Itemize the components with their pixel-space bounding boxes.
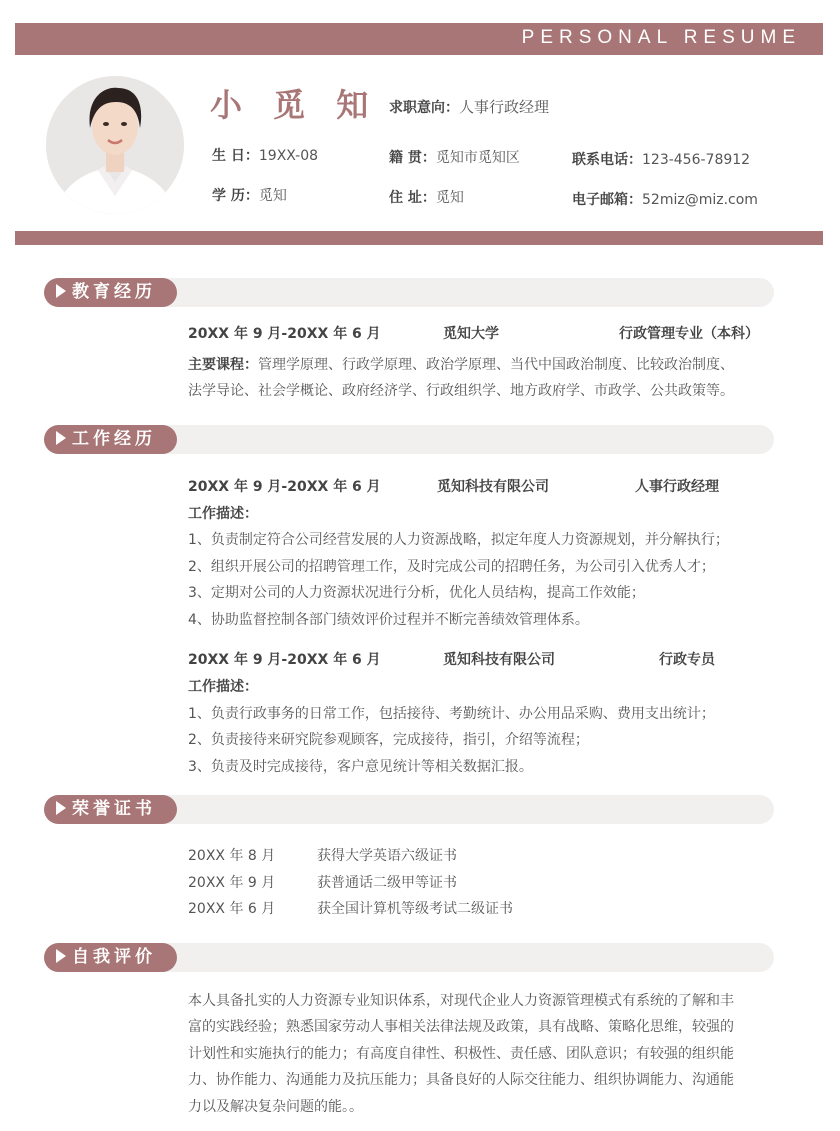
self-eval-line: 富的实践经验；熟悉国家劳动人事相关法律法规及政策，具有战略、策略化思维，较强的	[188, 1019, 734, 1035]
education-label: 学 历：	[212, 188, 259, 204]
honor-text: 获普通话二级甲等证书	[317, 875, 457, 891]
job-desc-item: 2、组织开展公司的招聘管理工作，及时完成公司的招聘任务，为公司引入优秀人才；	[188, 559, 715, 575]
education-period: 20XX 年 9 月-20XX 年 6 月	[188, 326, 381, 342]
job-role: 人事行政经理	[635, 479, 719, 495]
job-company: 觅知科技有限公司	[437, 479, 549, 495]
courses-line-2: 法学导论、社会学概论、政府经济学、行政组织学、地方政府学、市政学、公共政策等。	[188, 383, 734, 399]
job-desc-item: 3、定期对公司的人力资源状况进行分析，优化人员结构，提高工作效能；	[188, 585, 645, 601]
job-desc-item: 3、负责及时完成接待，客户意见统计等相关数据汇报。	[188, 759, 533, 775]
email-value: 52miz@miz.com	[642, 192, 758, 208]
birth-label: 生 日：	[212, 148, 259, 164]
job-period: 20XX 年 9 月-20XX 年 6 月	[188, 652, 381, 668]
birth-info	[212, 145, 318, 165]
job-intent-label: 求职意向：	[389, 100, 459, 116]
job-desc-item: 4、协助监督控制各部门绩效评价过程并不断完善绩效管理体系。	[188, 612, 589, 628]
job-role: 行政专员	[659, 652, 715, 668]
honor-date: 20XX 年 6 月	[188, 901, 276, 917]
profile-photo	[46, 76, 184, 214]
triangle-right-icon	[56, 949, 66, 963]
job-desc-label: 工作描述：	[188, 679, 258, 695]
email-label: 电子邮箱：	[572, 192, 642, 208]
education-section-title	[44, 278, 177, 307]
triangle-right-icon	[56, 284, 66, 298]
triangle-right-icon	[56, 431, 66, 445]
honors-section-title	[44, 795, 177, 824]
phone-label: 联系电话：	[572, 152, 642, 168]
courses-text-1: 管理学原理、行政学原理、政治学原理、当代中国政治制度、比较政治制度、	[258, 357, 734, 373]
courses-label: 主要课程：	[188, 357, 258, 373]
address-label: 住 址：	[389, 190, 436, 206]
honors-title-text: 荣誉证书	[72, 799, 156, 819]
honor-date: 20XX 年 9 月	[188, 875, 276, 891]
honor-text: 获得大学英语六级证书	[317, 848, 457, 864]
self-eval-title-text: 自我评价	[72, 947, 156, 967]
person-avatar-icon	[46, 76, 184, 214]
origin-value: 觅知市觅知区	[435, 150, 520, 166]
education-school: 觅知大学	[443, 326, 499, 342]
honor-text: 获全国计算机等级考试二级证书	[317, 901, 513, 917]
phone-info	[572, 149, 750, 169]
job-desc-label: 工作描述：	[188, 506, 258, 522]
self-eval-line: 本人具备扎实的人力资源专业知识体系，对现代企业人力资源管理模式有系统的了解和丰	[188, 993, 734, 1009]
header-divider	[15, 231, 823, 245]
job-desc-item: 2、负责接待来研究院参观顾客，完成接待，指引，介绍等流程；	[188, 732, 589, 748]
education-major: 行政管理专业（本科）	[619, 326, 759, 342]
phone-value: 123-456-78912	[642, 152, 751, 168]
self-eval-line: 力、协作能力、沟通能力及抗压能力；具备良好的人际交往能力、组织协调能力、沟通能	[188, 1072, 734, 1088]
origin-label: 籍 贯：	[389, 150, 436, 166]
applicant-name: 小 觅 知	[210, 86, 379, 124]
courses-line-1	[188, 354, 734, 374]
job-period: 20XX 年 9 月-20XX 年 6 月	[188, 479, 381, 495]
work-title-text: 工作经历	[72, 429, 156, 449]
honor-date: 20XX 年 8 月	[188, 848, 276, 864]
address-value: 觅知	[435, 190, 464, 206]
header-banner	[15, 23, 823, 55]
education-value: 觅知	[258, 188, 287, 204]
education-info	[212, 185, 287, 205]
self-eval-line: 力以及解决复杂问题的能。。	[188, 1099, 363, 1115]
banner-text: PERSONAL RESUME	[521, 27, 801, 48]
work-section-title	[44, 425, 177, 454]
origin-info	[389, 147, 520, 167]
birth-value: 19XX-08	[258, 148, 319, 164]
job-company: 觅知科技有限公司	[443, 652, 555, 668]
job-intent	[389, 96, 549, 117]
job-desc-item: 1、负责制定符合公司经营发展的人力资源战略，拟定年度人力资源规划，并分解执行；	[188, 532, 729, 548]
job-intent-value: 人事行政经理	[459, 98, 550, 116]
triangle-right-icon	[56, 801, 66, 815]
job-desc-item: 1、负责行政事务的日常工作，包括接待、考勤统计、办公用品采购、费用支出统计；	[188, 706, 715, 722]
self-eval-section-title	[44, 943, 177, 972]
address-info	[389, 187, 464, 207]
self-eval-line: 计划性和实施执行的能力；有高度自律性、积极性、责任感、团队意识；有较强的组织能	[188, 1046, 734, 1062]
email-info	[572, 189, 758, 209]
education-title-text: 教育经历	[72, 282, 156, 302]
